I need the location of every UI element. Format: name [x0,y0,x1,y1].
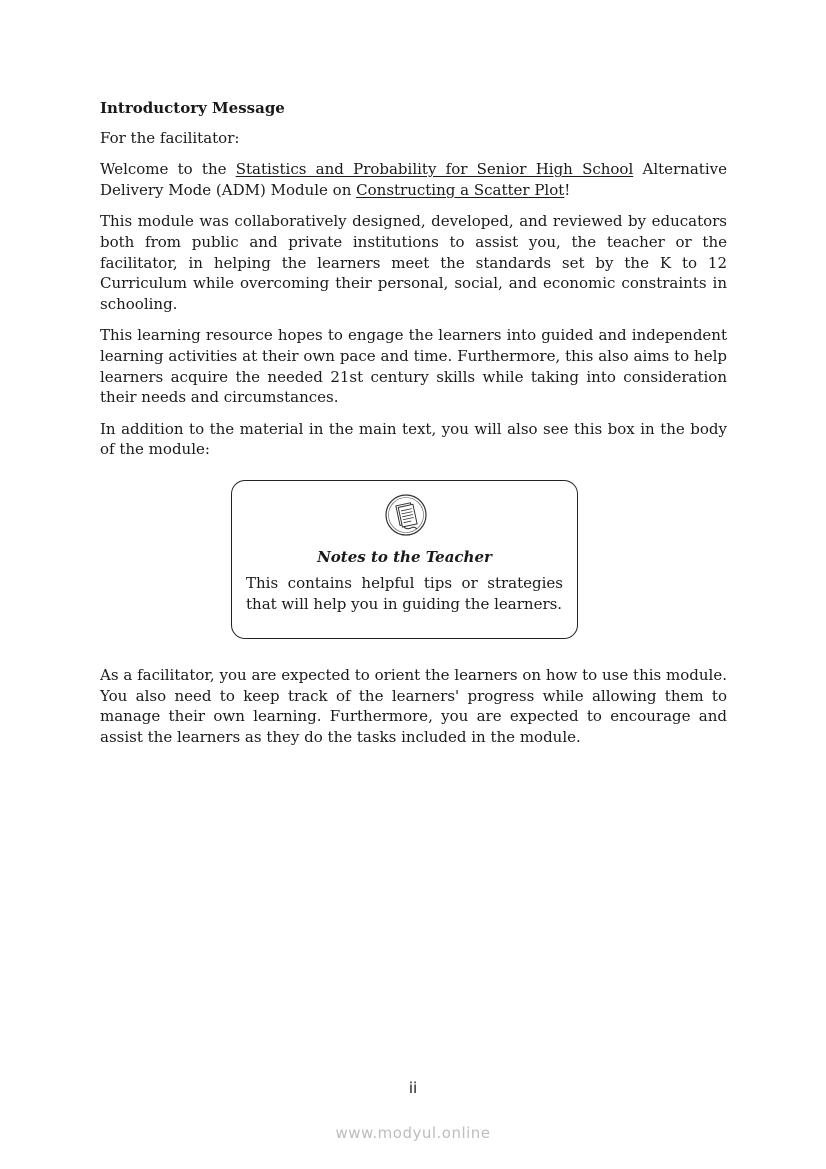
welcome-suffix: ! [564,180,571,199]
paragraph-facilitator-role: As a facilitator, you are expected to orient the learners on how to use this module. You also need to keep track of the learners' progress while allowing them to manage their own learning. Furthermore, you are expected to encourage and assist the learners as they do the tasks included in the module. [100,665,727,746]
notes-to-teacher-box [231,480,578,639]
paragraph-addition: In addition to the material in the main text, you will also see this box in the body of the module: [100,419,727,459]
note-title: Notes to the Teacher [317,547,492,566]
paragraph-welcome [100,159,727,200]
subject-title: Statistics and Probability for Senior High School [235,160,634,179]
page-title: Introductory Message [100,99,285,117]
watermark: www.modyul.online [335,1124,491,1142]
note-body: This contains helpful tips or strategies that will help you in guiding the learners. [246,573,563,613]
paragraph-design: This module was collaboratively designed, developed, and reviewed by educators both from public and private institutions to assist you, the teacher or the facilitator, in helping the learners meet the standards set by the K to 12 Curriculum while overcoming their personal, social, and economic constraints in schooling. [100,212,727,313]
welcome-prefix: Welcome to the [100,160,236,179]
module-title: Constructing a Scatter Plot [356,180,565,199]
welcome-middle: Alternative Delivery Mode (ADM) Module on [100,160,727,199]
document-content [100,98,727,758]
notes-icon [384,493,428,537]
paragraph-resource: This learning resource hopes to engage the learners into guided and independent learning activities at their own pace and time. Furthermore, this also aims to help learners acquire the needed 21st century skills while taking into consideration their needs and circumstances. [100,326,727,407]
paragraph-facilitator: For the facilitator: [100,128,240,147]
page-number: ii [408,1079,418,1097]
